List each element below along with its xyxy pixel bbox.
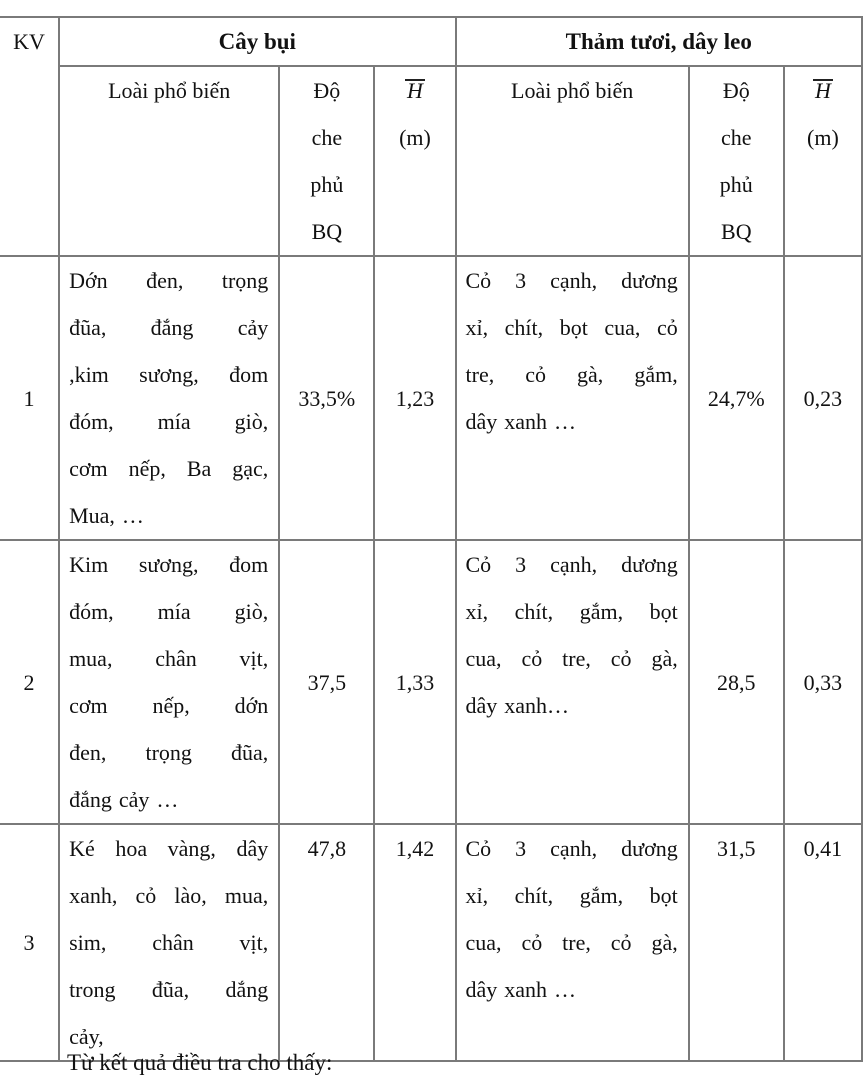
species-word: tre, xyxy=(465,362,495,387)
species-line xyxy=(69,588,268,635)
species-word: gạc, xyxy=(232,456,269,481)
species-word: cỏ xyxy=(525,362,546,387)
species-line xyxy=(69,872,268,919)
species-word: Cỏ xyxy=(465,552,492,577)
species-word: giò, xyxy=(234,409,269,434)
header-shrub-cover xyxy=(279,66,374,256)
species-word: đóm, xyxy=(69,599,114,624)
species-word: đen, xyxy=(69,740,107,765)
header-ground-species: Loài phổ biến xyxy=(456,66,689,256)
ground-cover-cell: 24,7% xyxy=(689,256,784,540)
header-shrub-species: Loài phổ biến xyxy=(59,66,279,256)
ground-cover-cell: 31,5 xyxy=(689,824,784,1061)
species-word: xỉ, xyxy=(465,315,489,340)
vegetation-survey-table xyxy=(0,16,863,1062)
shrub-species-cell xyxy=(59,256,279,540)
species-word: 3 xyxy=(515,552,527,577)
species-word: gà, xyxy=(651,646,678,671)
species-word: dớn xyxy=(234,693,269,718)
species-line xyxy=(69,919,268,966)
species-word: dây xyxy=(465,977,498,1002)
header-shrub-cover-line: BQ xyxy=(311,219,343,244)
species-word: xanh xyxy=(504,409,548,434)
species-line xyxy=(69,682,268,729)
species-word: Dớn xyxy=(69,268,108,293)
species-word: đũa, xyxy=(231,740,269,765)
species-line xyxy=(466,872,678,919)
species-line xyxy=(69,541,268,588)
species-word: Kim xyxy=(69,552,109,577)
header-shrub-cover-line: Độ xyxy=(313,78,341,103)
header-ground-cover-line: phủ xyxy=(719,172,753,197)
species-word: đom xyxy=(229,362,269,387)
species-word: Cỏ xyxy=(465,268,492,293)
species-word: sương, xyxy=(138,552,199,577)
h-bar-symbol: H xyxy=(814,78,831,103)
species-word: cỏ xyxy=(610,930,632,955)
species-line xyxy=(466,588,678,635)
species-word: 3 xyxy=(515,268,527,293)
species-word: chít, xyxy=(514,883,554,908)
kv-cell: 1 xyxy=(0,256,59,540)
shrub-cover-cell: 33,5% xyxy=(279,256,374,540)
species-word: vịt, xyxy=(239,930,269,955)
species-line xyxy=(69,445,268,492)
species-word: cảy xyxy=(237,315,269,340)
species-line xyxy=(466,541,678,588)
ground-height-cell: 0,33 xyxy=(784,540,862,824)
species-word: chít, xyxy=(504,315,544,340)
species-line xyxy=(466,635,678,682)
species-word: nếp, xyxy=(128,456,166,481)
species-word: đũa, xyxy=(69,315,107,340)
species-word: sương, xyxy=(139,362,199,387)
kv-cell: 2 xyxy=(0,540,59,824)
species-word: trọng xyxy=(221,268,269,293)
species-word: bọt xyxy=(649,883,678,908)
species-word: xanh, xyxy=(69,883,118,908)
header-kv: KV xyxy=(0,17,59,256)
species-word: dây xyxy=(465,693,498,718)
ground-cover-cell: 28,5 xyxy=(689,540,784,824)
species-word: cua, xyxy=(465,930,502,955)
shrub-species-cell xyxy=(59,540,279,824)
header-shrub-cover-line: che xyxy=(311,125,343,150)
species-word: trong xyxy=(69,977,116,1002)
species-word: Mua, xyxy=(69,503,115,528)
shrub-height-cell: 1,42 xyxy=(374,824,455,1061)
species-word: cơm xyxy=(69,693,108,718)
species-word: … xyxy=(554,977,577,1002)
species-word: tre, xyxy=(562,646,591,671)
species-line xyxy=(69,492,268,539)
species-word: bọt xyxy=(559,315,588,340)
species-word: gắm, xyxy=(579,599,624,624)
species-word: trọng xyxy=(145,740,192,765)
species-word: cạnh, xyxy=(550,836,598,861)
species-line xyxy=(69,966,268,1013)
species-word: cua, xyxy=(465,646,502,671)
header-shrub-height xyxy=(374,66,455,256)
species-line xyxy=(466,398,678,445)
species-word: chân xyxy=(152,930,194,955)
species-word: sim, xyxy=(69,930,107,955)
species-word: xỉ, xyxy=(465,883,489,908)
species-line xyxy=(466,825,678,872)
ground-height-cell: 0,23 xyxy=(784,256,862,540)
species-word: mía xyxy=(157,409,191,434)
species-word: chân xyxy=(155,646,197,671)
species-word: cua, xyxy=(604,315,641,340)
species-line xyxy=(69,776,268,823)
species-word: dương xyxy=(621,268,678,293)
species-word: lào, xyxy=(174,883,207,908)
ground-height-cell: 0,41 xyxy=(784,824,862,1061)
species-word: đóm, xyxy=(69,409,114,434)
species-word: gà, xyxy=(651,930,678,955)
species-line xyxy=(466,966,678,1013)
species-word: … xyxy=(554,409,577,434)
species-word: đom xyxy=(229,552,269,577)
species-word: giò, xyxy=(234,599,269,624)
species-word: cỏ xyxy=(521,646,543,671)
header-group-shrub: Cây bụi xyxy=(59,17,455,66)
species-word: dương xyxy=(621,836,678,861)
species-word: dắng xyxy=(225,977,269,1002)
kv-cell: 3 xyxy=(0,824,59,1061)
table-row xyxy=(0,824,862,1061)
header-ground-height-unit: (m) xyxy=(807,125,839,150)
species-word: dây xyxy=(465,409,498,434)
shrub-height-cell: 1,33 xyxy=(374,540,455,824)
species-word: Cỏ xyxy=(465,836,492,861)
species-line xyxy=(69,351,268,398)
species-word: đen, xyxy=(146,268,184,293)
species-word: gắm, xyxy=(634,362,678,387)
species-word: Ké xyxy=(69,836,95,861)
species-word: cạnh, xyxy=(550,552,598,577)
species-word: gắm, xyxy=(579,883,624,908)
shrub-species-cell xyxy=(59,824,279,1061)
species-line xyxy=(466,351,678,398)
shrub-cover-cell: 37,5 xyxy=(279,540,374,824)
species-word: đũa, xyxy=(151,977,190,1002)
species-word: mua, xyxy=(69,646,113,671)
header-group-ground-cover: Thảm tươi, dây leo xyxy=(456,17,863,66)
species-word: gà, xyxy=(577,362,604,387)
table-row xyxy=(0,256,862,540)
species-line xyxy=(69,257,268,304)
header-row-groups xyxy=(0,17,862,66)
species-word: xanh xyxy=(504,977,548,1002)
h-bar-symbol: H xyxy=(407,78,423,103)
species-word: ,kim xyxy=(69,362,109,387)
shrub-cover-cell: 47,8 xyxy=(279,824,374,1061)
body-paragraph: Từ kết quả điều tra cho thấy: xyxy=(67,1050,333,1075)
species-word: đắng xyxy=(69,787,112,812)
header-shrub-height-unit: (m) xyxy=(399,125,431,150)
species-word: 3 xyxy=(515,836,527,861)
header-row-columns xyxy=(0,66,862,256)
species-line xyxy=(466,682,678,729)
species-line xyxy=(466,257,678,304)
species-word: … xyxy=(156,787,179,812)
species-word: cơm xyxy=(69,456,108,481)
species-line xyxy=(69,398,268,445)
species-word: đắng xyxy=(150,315,194,340)
header-ground-height xyxy=(784,66,862,256)
species-word: cảy, xyxy=(69,1024,104,1049)
shrub-height-cell: 1,23 xyxy=(374,256,455,540)
species-word: chít, xyxy=(514,599,554,624)
header-ground-cover-line: BQ xyxy=(721,219,752,244)
species-line xyxy=(69,635,268,682)
species-word: xỉ, xyxy=(465,599,489,624)
species-word: mua, xyxy=(224,883,269,908)
species-line xyxy=(69,825,268,872)
species-line xyxy=(69,729,268,776)
species-word: cỏ xyxy=(656,315,678,340)
species-word: dương xyxy=(621,552,678,577)
species-word: nếp, xyxy=(152,693,190,718)
species-word: Ba xyxy=(186,456,212,481)
table-row xyxy=(0,540,862,824)
species-word: dây xyxy=(236,836,269,861)
ground-species-cell xyxy=(456,540,689,824)
species-word: hoa xyxy=(115,836,148,861)
species-word: vịt, xyxy=(239,646,269,671)
species-line xyxy=(69,304,268,351)
species-word: xanh… xyxy=(504,693,570,718)
header-ground-cover-line: Độ xyxy=(722,78,750,103)
species-word: bọt xyxy=(649,599,678,624)
species-line xyxy=(466,304,678,351)
species-word: mía xyxy=(157,599,191,624)
header-ground-cover-line: che xyxy=(721,125,752,150)
species-word: cảy xyxy=(118,787,150,812)
header-ground-cover xyxy=(689,66,784,256)
species-line xyxy=(466,919,678,966)
ground-species-cell xyxy=(456,256,689,540)
species-word: cỏ xyxy=(610,646,632,671)
species-word: cỏ xyxy=(521,930,543,955)
ground-species-cell xyxy=(456,824,689,1061)
header-shrub-cover-line: phủ xyxy=(310,172,344,197)
species-word: cỏ xyxy=(135,883,157,908)
species-word: tre, xyxy=(562,930,591,955)
species-word: … xyxy=(121,503,144,528)
species-word: cạnh, xyxy=(550,268,598,293)
species-word: vàng, xyxy=(167,836,216,861)
